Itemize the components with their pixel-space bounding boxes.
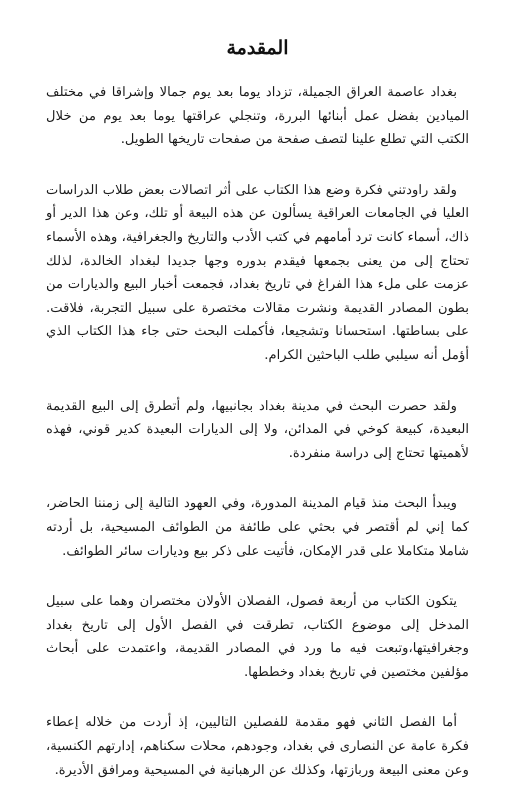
paragraph-4: ويبدأ البحث منذ قيام المدينة المدورة، وفي العهود التالية إلى زمننا الحاضر، كما إني لم أقتصر في بحثي على طائفة من الطوائف المسيحية، بل أردته شاملا متكاملا على قدر الإمكان، فأتيت على ذكر بيع وديارات سائر الطوائف. [46,496,469,559]
paragraph-1: بغداد عاصمة العراق الجميلة، تزداد يوما بعد يوم جمالا وإشراقا في مختلف الميادين بفضل عمل أبنائها البررة، وتنجلي عراقتها يوما بعد يوم من خلال الكتب التي تطلع علينا لتصف صفحة من صفحات تاريخها الطويل. [46,85,469,148]
page-title: المقدمة [226,37,289,59]
paragraph-3: ولقد حصرت البحث في مدينة بغداد بجانبيها، ولم أتطرق إلى البيع القديمة البعيدة، كبيعة كوخي في المدائن، ولا إلى الديارات البعيدة كدير قوني، فهذه لأهميتها تحتاج إلى دراسة منفردة. [46,398,469,461]
paragraph-6: أما الفصل الثاني فهو مقدمة للفصلين التاليين، إذ أردت من خلاله إعطاء فكرة عامة عن النصارى في بغداد، وجودهم، محلات سكناهم، إدارتهم الكنسية، وعن معنى البيعة وربازتها، وكذلك عن الرهبانية في المسيحية ومرافق الأديرة. [46,715,469,778]
paragraph-5: يتكون الكتاب من أربعة فصول، الفصلان الأولان مختصران وهما على سبيل المدخل إلى موضوع الكتاب، تطرقت في الفصل الأول إلى تاريخ بغداد وجغرافيتها،وتبعت فيه ما ورد في المصادر القديمة، واعتمدت على أبحاث مؤلفين مختصين في تاريخ بغداد وخططها. [46,594,469,680]
paragraph-2: ولقد راودتني فكرة وضع هذا الكتاب على أثر اتصالات بعض طلاب الدراسات العليا في الجامعات العراقية يسألون عن هذه البيعة أو تلك، وعن هذا الدير أو ذاك، أسماء كانت ترد أمامهم في كتب الأدب والتاريخ والجغرافية، وهذه الأسماء تحتاج إلى من يعنى بجمعها فيقدم بدوره وجها جديدا لبغداد الخالدة، لذلك عزمت على ملء هذا الفراغ في تاريخ بغداد، فجمعت أخبار البيع والديارات من بطون المصادر القديمة ونشرت مقالات مختصرة على سبيل التجربة، فلاقت. على بساطتها. استحسانا وتشجيعا، فأكملت البحث حتى جاء هذا الكتاب الذي أؤمل أنه سيلبي طلب الباحثين الكرام. [45,182,469,363]
